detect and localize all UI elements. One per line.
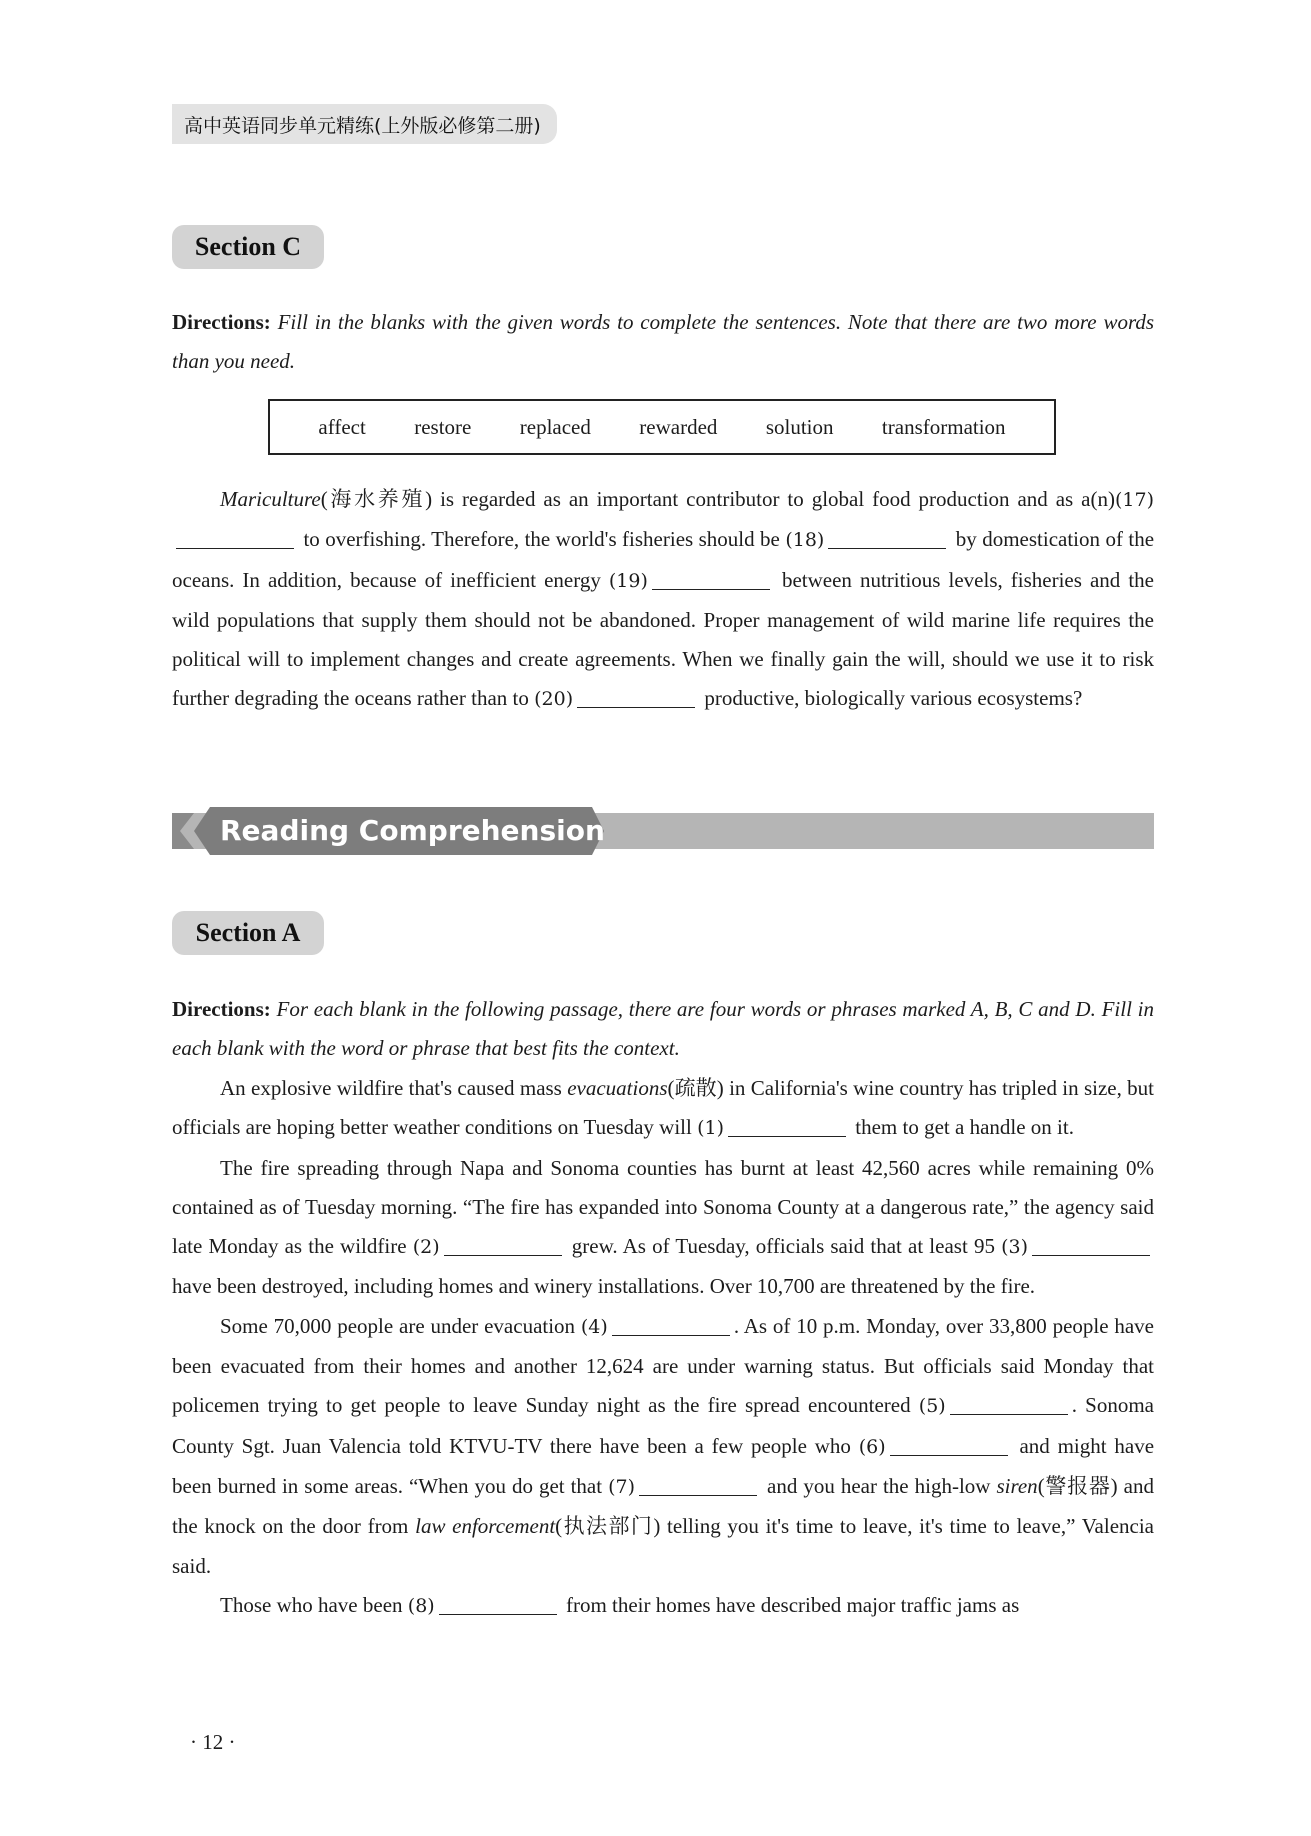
blank-19[interactable]	[652, 568, 770, 590]
passage-text: them to get a handle on it.	[855, 1115, 1074, 1140]
word-bank-item: transformation	[881, 414, 1006, 439]
blank-20[interactable]	[577, 686, 695, 708]
passage-text: The fire spreading through Napa and Sonoma counties has burnt at least 42,560 acres while remaining 0% contained as of Tuesday morning. “The fire has expanded into Sonoma County at a dangerous rate,” the agency said late Monday as the wildfire	[172, 1155, 1154, 1259]
blank-number: (17)	[1114, 489, 1154, 511]
section-c-passage	[172, 480, 1154, 720]
directions-label: Directions:	[172, 997, 271, 1021]
passage-text: Some 70,000 people are under evacuation	[220, 1313, 576, 1338]
term: Mariculture	[220, 487, 321, 511]
passage-paragraph	[172, 1586, 1154, 1626]
section-c-label: Section C	[194, 232, 302, 261]
section-a-directions	[172, 990, 1154, 1068]
blank-number: (5)	[918, 1395, 946, 1418]
section-c-directions	[172, 303, 1154, 381]
term: siren	[996, 1473, 1038, 1498]
word-bank-item: restore	[414, 414, 472, 439]
blank-number: (8)	[407, 1594, 435, 1617]
directions-text: Fill in the blanks with the given words to complete the sentences. Note that there are two more words than you need.	[172, 310, 1155, 373]
passage-text: Those who have been	[220, 1592, 403, 1617]
passage-paragraph	[172, 1307, 1154, 1586]
blank-7[interactable]	[639, 1474, 757, 1496]
term-translation: (海水养殖)	[320, 487, 433, 511]
blank-17[interactable]	[176, 527, 294, 549]
blank-4[interactable]	[612, 1314, 730, 1336]
passage-text: An explosive wildfire that's caused mass	[220, 1076, 562, 1100]
passage-paragraph	[172, 1069, 1154, 1149]
passage-text: and the knock on the door from	[172, 1473, 1154, 1539]
passage-text: by domestication of the oceans. In addition, because of inefficient energy	[172, 527, 1155, 592]
passage-text: between nutritious levels, fisheries and the wild populations that supply them should not be abandoned. Proper management of wild marine life requires the political will to implement changes and create agreements. When we finally gain the will, should we use it to risk further degrading the oceans rather than to	[172, 567, 1154, 711]
passage-text: grew. As of Tuesday, officials said that at least 95	[571, 1234, 995, 1259]
word-bank-item: replaced	[519, 414, 591, 439]
passage-text: have been destroyed, including homes and winery installations. Over 10,700 are threatened by the fire.	[172, 1274, 1036, 1299]
book-title-header	[172, 104, 557, 144]
passage-text: is regarded as an important contributor to global food production and as a(n)	[440, 487, 1115, 511]
word-bank-item: affect	[318, 414, 366, 439]
term-translation: (执法部门)	[555, 1514, 661, 1539]
blank-18[interactable]	[828, 527, 946, 549]
directions-label: Directions:	[172, 310, 271, 334]
blank-number: (19)	[608, 569, 648, 592]
word-bank	[268, 399, 1056, 455]
reading-comprehension-banner	[172, 805, 1154, 857]
passage-text: and you hear the high-low	[767, 1473, 991, 1498]
book-title: 高中英语同步单元精练(上外版必修第二册)	[184, 114, 541, 137]
passage-paragraph	[172, 480, 1154, 720]
term-translation: (疏散)	[667, 1076, 724, 1100]
term: law enforcement	[415, 1514, 556, 1539]
blank-number: (4)	[580, 1315, 608, 1338]
blank-2[interactable]	[444, 1234, 562, 1256]
passage-paragraph	[172, 1149, 1154, 1307]
blank-8[interactable]	[439, 1593, 557, 1615]
blank-number: (1)	[697, 1117, 725, 1140]
blank-number: (2)	[412, 1236, 440, 1259]
term-translation: (警报器)	[1037, 1473, 1118, 1498]
passage-text: from their homes have described major traffic jams as	[565, 1592, 1020, 1617]
word-bank-item: solution	[765, 414, 834, 439]
blank-number: (20)	[534, 688, 574, 711]
passage-text: to overfishing. Therefore, the world's fisheries should be	[303, 527, 780, 552]
blank-number: (6)	[858, 1435, 886, 1458]
section-a-label: Section A	[195, 918, 301, 947]
page-number: · 12 ·	[190, 1730, 236, 1754]
blank-number: (7)	[608, 1475, 636, 1498]
blank-number: (18)	[785, 529, 825, 552]
passage-text: . As of 10 p.m. Monday, over 33,800 people have been evacuated from their homes and another 12,624 are under warning status. But officials said Monday that policemen trying to get people to leave Sunday night as the fire spread encountered	[172, 1313, 1154, 1418]
passage-text: . Sonoma County Sgt. Juan Valencia told KTVU-TV there have been a few people who	[172, 1393, 1154, 1458]
blank-3[interactable]	[1032, 1234, 1150, 1256]
passage-text: productive, biologically various ecosystems?	[704, 686, 1083, 711]
section-a-passage	[172, 1069, 1154, 1626]
blank-6[interactable]	[890, 1434, 1008, 1456]
blank-number: (3)	[1001, 1236, 1029, 1259]
passage-text: and might have been burned in some areas. “When you do get that	[172, 1433, 1155, 1498]
banner-title: Reading Comprehension	[220, 814, 605, 847]
directions-text: For each blank in the following passage, there are four words or phrases marked A, B, C and D. Fill in each blank with the word or phrase that best fits the context.	[172, 997, 1155, 1060]
blank-1[interactable]	[728, 1115, 846, 1137]
term: evacuations	[567, 1076, 668, 1100]
section-a-heading	[172, 911, 324, 955]
word-bank-item: rewarded	[639, 414, 718, 439]
passage-text: telling you it's time to leave, it's time to leave,” Valencia said.	[172, 1514, 1155, 1578]
passage-text: in California's wine country has tripled in size, but officials are hoping better weather conditions on Tuesday will	[172, 1076, 1155, 1140]
section-c-heading	[172, 225, 324, 269]
blank-5[interactable]	[950, 1393, 1068, 1415]
